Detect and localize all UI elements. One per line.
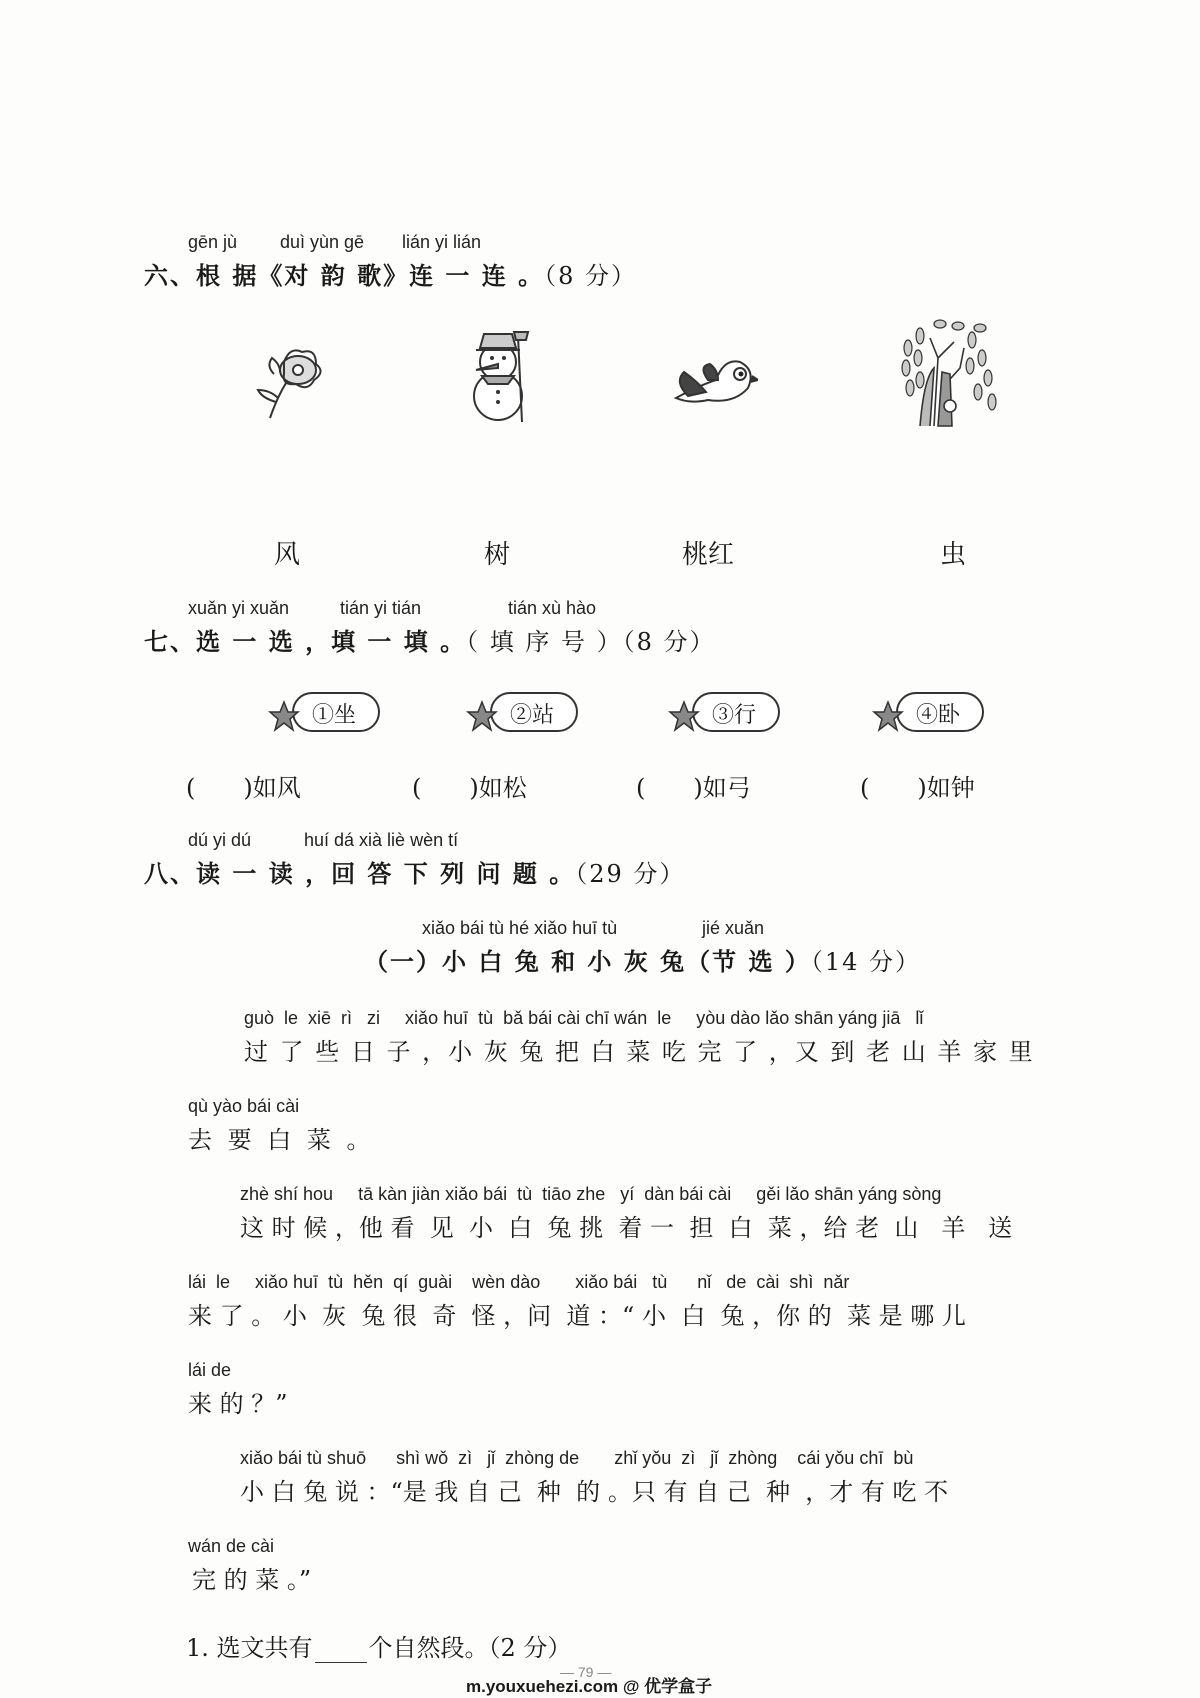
passage-line-3: 这 时 候 ，他 看 见 小 白 兔 挑 着 一 担 白 菜 ，给 老 山 羊 送 — [240, 1214, 1013, 1242]
s7-pinyin-1: xuǎn yi xuǎn — [188, 598, 290, 618]
passage-pinyin-5: lái de — [188, 1360, 232, 1380]
snowman-icon — [462, 326, 542, 426]
option-tag-2 — [466, 690, 582, 736]
option-tag-3 — [668, 690, 784, 736]
option-label-1: ①坐 — [312, 703, 357, 728]
passage-pinyin-4: lái le xiǎo huī tù hěn qí guài wèn dào xiǎo bái tù nǐ de cài shì nǎr — [188, 1272, 850, 1292]
passage-line-6: 小 白 兔 说 ：“是 我 自 己 种 的 。只 有 自 己 种 ，才 有 吃 不 — [240, 1478, 949, 1506]
sub-heading — [364, 942, 921, 977]
s6-word-2: 树 — [484, 540, 511, 570]
s8-points: （29 分） — [575, 860, 686, 888]
passage-pinyin-2: qù yào bái cài — [188, 1096, 300, 1116]
sub-title: （一）小 白 兔 和 小 灰 兔（节 选 ） — [364, 948, 811, 976]
watermark: m.youxuehezi.com @ 优学盒子 — [466, 1677, 713, 1696]
s6-word-4: 虫 — [940, 540, 967, 570]
s7-pinyin-3: tián xù hào — [508, 598, 597, 618]
passage-pinyin-3: zhè shí hou tā kàn jiàn xiǎo bái tù tiāo zhe yí dàn bái cài gěi lǎo shān yáng sòng — [240, 1184, 942, 1204]
s7-note: （ 填 序 号 ） — [466, 628, 623, 656]
question-1 — [186, 1628, 571, 1663]
option-tag-4 — [872, 690, 988, 736]
star-icon — [268, 700, 300, 732]
page-number: — 79 — — [560, 1664, 612, 1680]
s6-word-3: 桃红 — [682, 540, 735, 570]
question-1-after: 个自然段。（2 分） — [368, 1634, 572, 1662]
s8-pinyin-1: dú yi dú — [188, 830, 252, 850]
s6-pinyin-1: gēn jù — [188, 232, 238, 252]
option-label-3: ③行 — [712, 703, 757, 728]
fill-blank-1[interactable]: ( )如风 — [186, 774, 301, 802]
passage-pinyin-7: wán de cài — [188, 1536, 275, 1556]
sub-pinyin-2: jié xuǎn — [702, 918, 765, 938]
star-icon — [872, 700, 904, 732]
passage-pinyin-1: guò le xiē rì zi xiǎo huī tù bǎ bái cài chī wán le yòu dào lǎo shān yáng jiā lǐ — [244, 1008, 924, 1028]
s8-title: 八、读 一 读 ，回 答 下 列 问 题 。 — [144, 860, 576, 888]
s7-pinyin-2: tián yi tián — [340, 598, 422, 618]
flower-icon — [250, 340, 330, 420]
passage-line-7: 完 的 菜 。” — [192, 1566, 312, 1594]
s7-title: 七、选 一 选 ，填 一 填 。 — [144, 628, 467, 656]
s6-word-1: 风 — [274, 540, 301, 570]
s8-heading — [144, 854, 685, 889]
s6-title: 六、根 据《对 韵 歌》连 一 连 。 — [144, 262, 545, 290]
s6-points: （8 分） — [544, 262, 638, 290]
answer-blank[interactable] — [315, 1642, 367, 1663]
s8-pinyin-2: huí dá xià liè wèn tí — [304, 830, 459, 850]
option-label-4: ④卧 — [916, 703, 961, 728]
fill-blank-2[interactable]: ( )如松 — [412, 774, 527, 802]
star-icon — [668, 700, 700, 732]
option-tag-1 — [268, 690, 384, 736]
passage-line-1: 过 了 些 日 子 ，小 灰 兔 把 白 菜 吃 完 了 ，又 到 老 山 羊 家 里 — [244, 1038, 1035, 1066]
question-1-before: 1. 选文共有 — [186, 1634, 313, 1662]
bird-icon — [668, 346, 758, 410]
fill-blank-4[interactable]: ( )如钟 — [860, 774, 975, 802]
star-icon — [466, 700, 498, 732]
passage-pinyin-6: xiǎo bái tù shuō shì wǒ zì jǐ zhòng de zhǐ yǒu zì jǐ zhòng cái yǒu chī bù — [240, 1448, 914, 1468]
option-label-2: ②站 — [510, 703, 555, 728]
s6-heading — [144, 256, 637, 291]
willow-tree-icon — [894, 318, 1004, 428]
fill-blank-3[interactable]: ( )如弓 — [636, 774, 751, 802]
sub-points: （14 分） — [810, 948, 922, 976]
s6-pinyin-2: duì yùn gē — [280, 232, 365, 252]
passage-line-2: 去 要 白 菜 。 — [188, 1126, 375, 1154]
passage-line-5: 来 的 ？” — [188, 1390, 288, 1418]
s7-points: （8 分） — [622, 628, 716, 656]
sub-pinyin-1: xiǎo bái tù hé xiǎo huī tù — [422, 918, 618, 938]
s7-heading — [144, 622, 716, 657]
passage-line-4: 来 了 。 小 灰 兔 很 奇 怪 ，问 道 ：“ 小 白 兔 ，你 的 菜 是 哪 儿 — [188, 1302, 966, 1330]
s6-pinyin-3: lián yi lián — [402, 232, 482, 252]
